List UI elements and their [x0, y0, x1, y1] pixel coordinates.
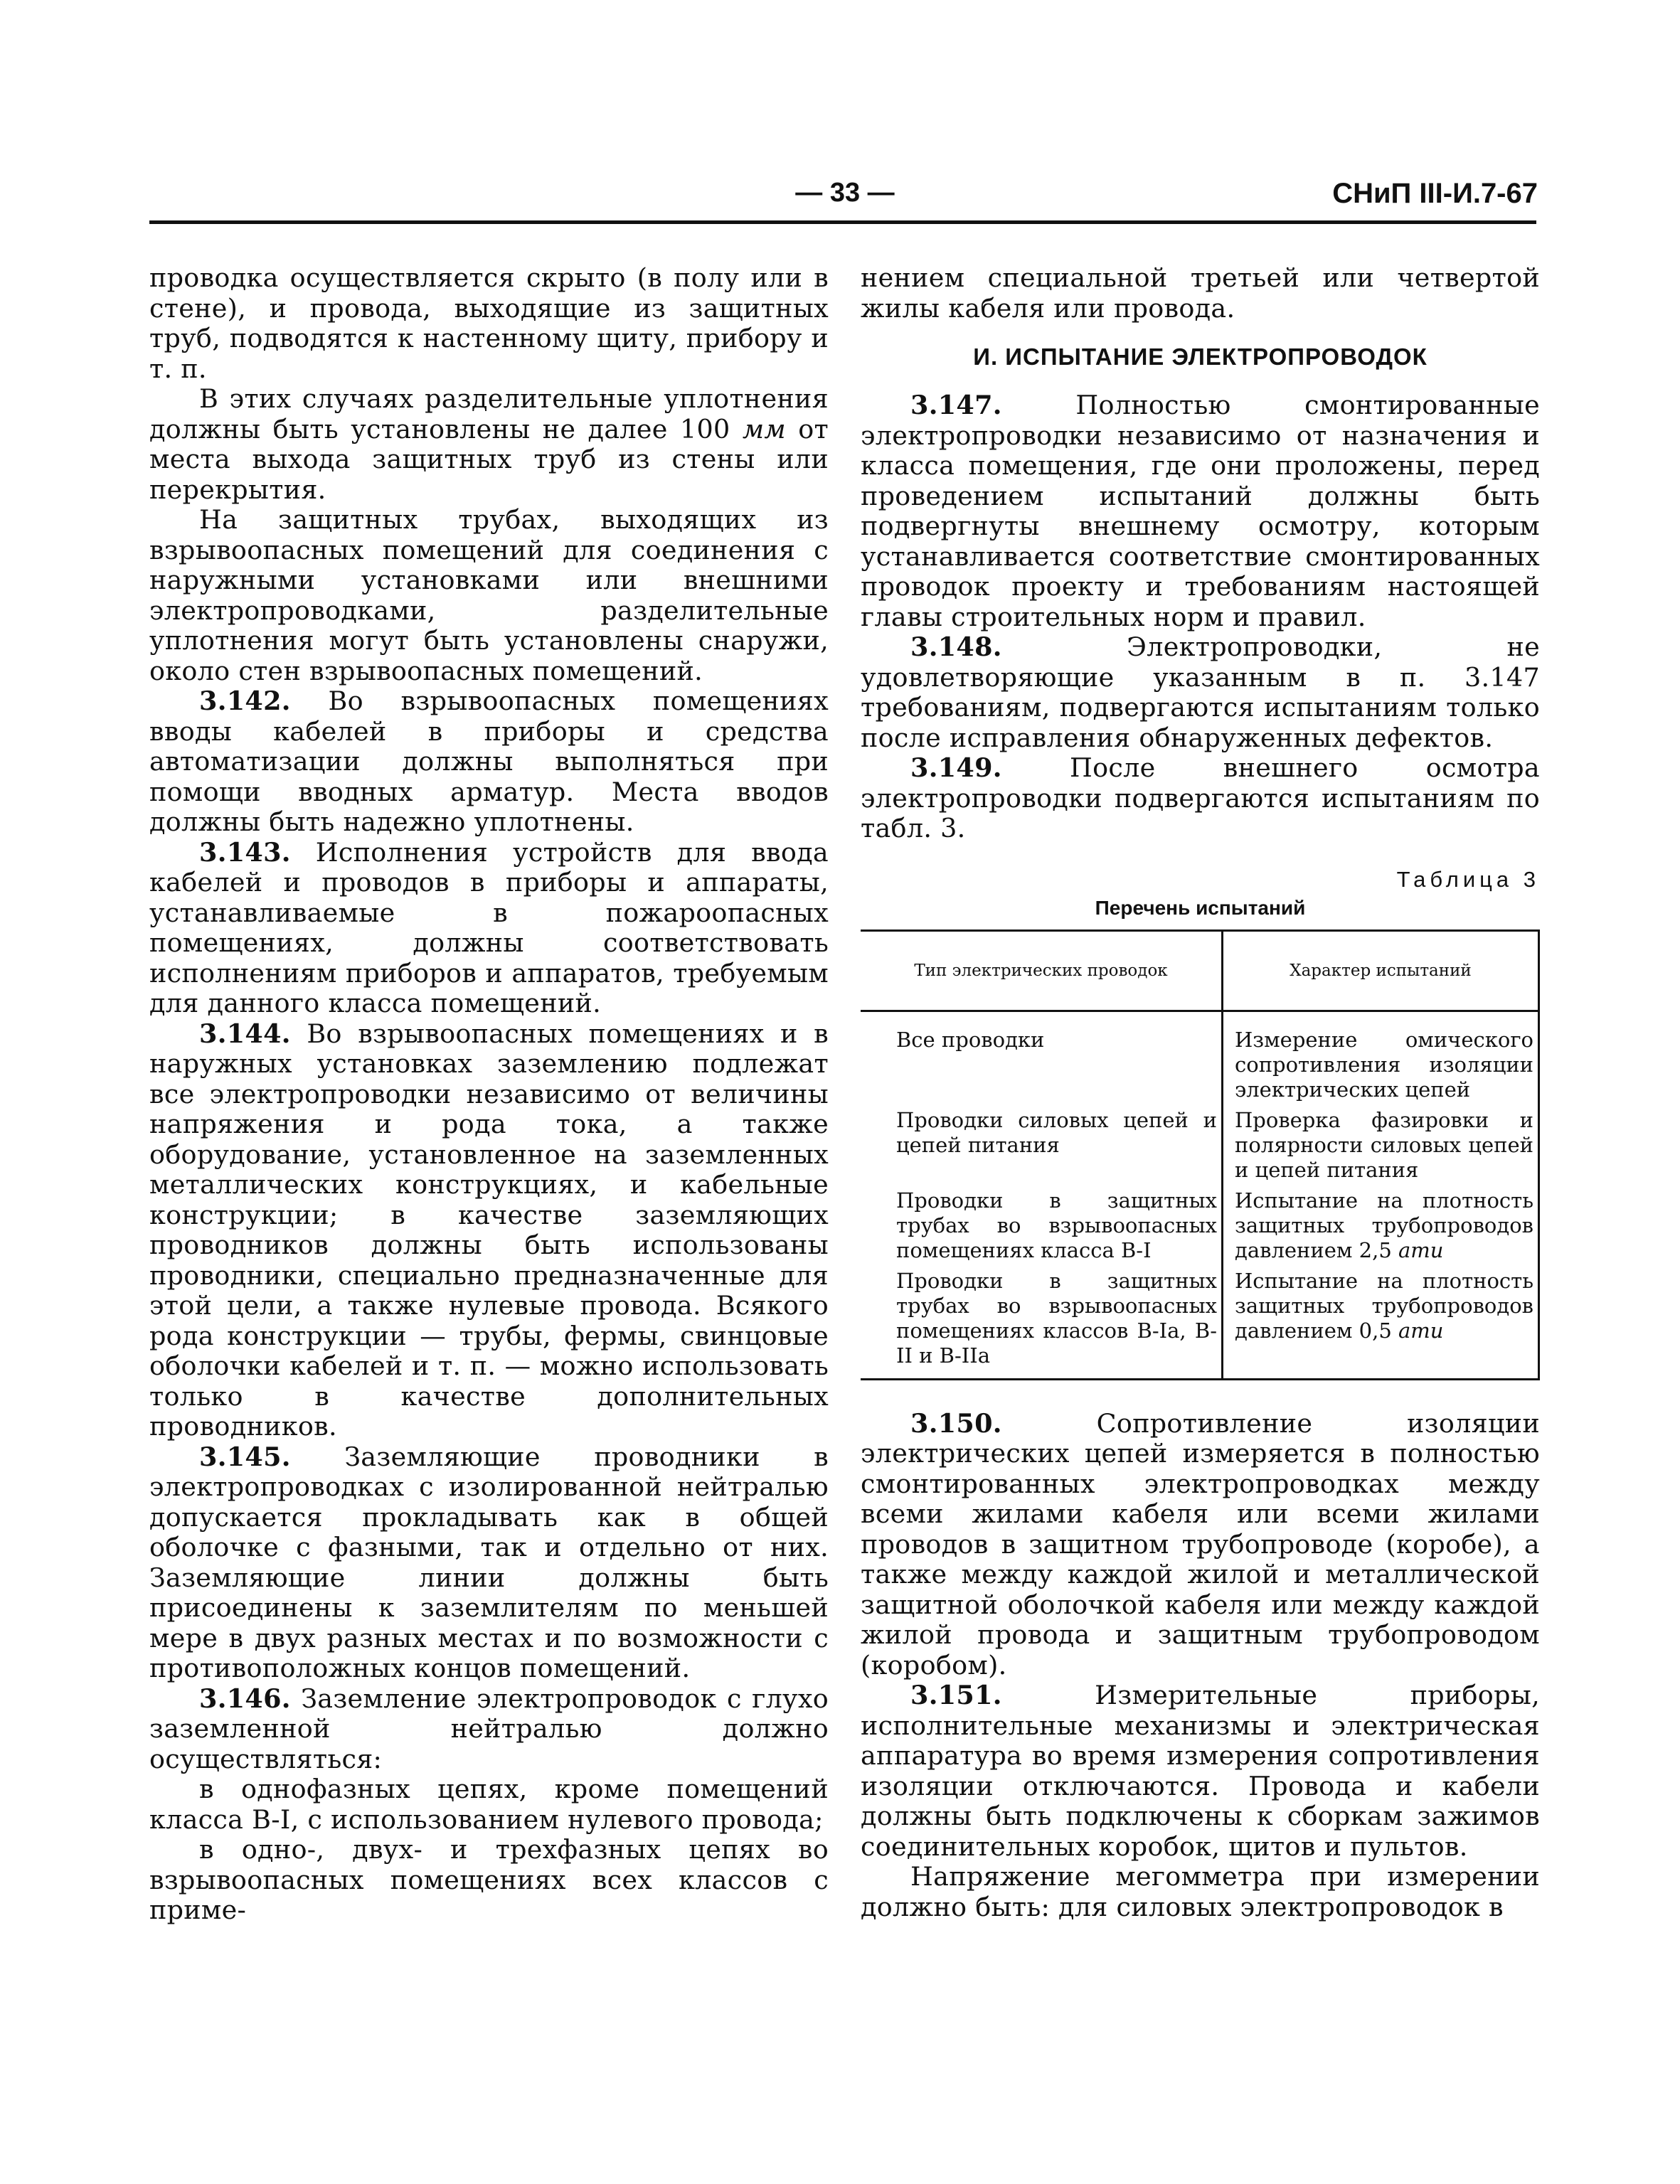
clause-number: 3.149. — [910, 752, 1002, 783]
paragraph-text: Электропроводки, не удовлетворяющие указанным в п. 3.147 требованиям, подвергаются испытаниям только после исправления обнаруженных дефектов. — [861, 632, 1541, 753]
page-number: — 33 — — [795, 178, 895, 208]
wiring-type-cell: Все проводки — [861, 1011, 1223, 1108]
table-row — [861, 1011, 1539, 1108]
clause-number: 3.146. — [199, 1683, 291, 1714]
left-paragraphs — [149, 263, 829, 1926]
clause-paragraph — [149, 1442, 829, 1684]
paragraph-text: Заземление электропроводок с глухо заземленной нейтралью должно осуществляться: — [149, 1683, 829, 1774]
document-code: СНиП III-И.7-67 — [1332, 178, 1538, 209]
clause-number: 3.147. — [910, 390, 1002, 420]
paragraph-text: в однофазных цепях, кроме помещений класса В-I, с использованием нулевого провода; — [149, 1774, 829, 1835]
paragraph-text: Во взрывоопасных помещениях и в наружных установках заземлению подлежат все электропроводки независимо от величины напряжения и рода тока, а также оборудование, установленное на заземленных металлических конструкциях, и кабельные конструкции; в качестве заземляющих проводников должны быть использованы проводники, специально предназначенные для этой цели, а также нулевые провода. Всякого рода конструкции — трубы, фермы, свинцовые оболочки кабелей и т. п. — можно использовать только в качестве дополнительных проводников. — [149, 1018, 829, 1442]
clause-number: 3.144. — [199, 1018, 291, 1049]
paragraph — [149, 1774, 829, 1835]
right-top-paragraphs — [861, 263, 1540, 324]
paragraph — [861, 1862, 1540, 1922]
right-bottom-paragraphs — [861, 1409, 1540, 1923]
paragraph-text: нением специальной третьей или четвертой жилы кабеля или провода. — [861, 262, 1540, 324]
table-row — [861, 1108, 1539, 1188]
paragraph — [149, 1835, 829, 1926]
clause-paragraph — [149, 686, 829, 838]
paragraph-text: Измерительные приборы, исполнительные механизмы и электрическая аппаратура во время измерения сопротивления изоляции отключаются. Провода и кабели должны быть подключены к сборкам зажимов соединительных коробок, щитов и пультов. — [861, 1680, 1540, 1862]
clause-paragraph — [149, 1019, 829, 1442]
clause-number: 3.142. — [199, 686, 291, 716]
left-column — [149, 263, 829, 1926]
clause-paragraph — [149, 1684, 829, 1775]
test-type-cell: Испытание на плотность защитных трубопроводов давлением 2,5 ати — [1223, 1188, 1539, 1269]
clause-number: 3.148. — [910, 632, 1002, 662]
paragraph-text: На защитных трубах, выходящих из взрывоопасных помещений для соединения с наружными установками или внешними электропроводками, разделительные уплотнения могут быть установлены снаружи, около стен взрывоопасных помещений. — [149, 504, 829, 686]
paragraph — [149, 263, 829, 384]
paragraph-text: в одно-, двух- и трехфазных цепях во взрывоопасных помещениях всех классов с приме- — [149, 1834, 829, 1925]
table-title: Перечень испытаний — [1095, 896, 1306, 919]
test-type-cell: Испытание на плотность защитных трубопроводов давлением 0,5 ати — [1223, 1269, 1539, 1380]
paragraph-text: Полностью смонтированные электропроводки независимо от назначения и класса помещения, где они проложены, перед проведением испытаний должны быть подвергнуты внешнему осмотру, которым устанавливается соответствие смонтированных проводок проекту и требованиям настоящей главы строительных норм и правил. — [861, 390, 1540, 632]
wiring-type-cell: Проводки в защитных трубах во взрывоопасных помещениях класса В-I — [861, 1188, 1223, 1269]
test-type-cell: Измерение омического сопротивления изоляции электрических цепей — [1223, 1011, 1539, 1108]
paragraph-text: Исполнения устройств для ввода кабелей и проводов в приборы и аппараты, устанавливаемые в пожароопасных помещениях, должны соответствовать исполнениям приборов и аппаратов, требуемым для данного класса помещений. — [149, 836, 829, 1018]
clause-number: 3.151. — [910, 1680, 1002, 1710]
clause-paragraph — [861, 753, 1540, 844]
spacer — [861, 1380, 1540, 1409]
paragraph-text: Во взрывоопасных помещениях вводы кабелей в приборы и средства автоматизации должны выполняться при помощи вводных арматур. Места вводов должны быть надежно уплотнены. — [149, 686, 829, 837]
section-title: И. ИСПЫТАНИЕ ЭЛЕКТРОПРОВОДОК — [973, 343, 1428, 370]
paragraph — [149, 384, 829, 505]
wiring-type-cell: Проводки в защитных трубах во взрывоопасных помещениях классов В-Iа, В-II и В-IIа — [861, 1269, 1223, 1380]
paragraph-text: В этих случаях разделительные уплотнения должны быть установлены не далее 100 мм от места выхода защитных труб из стены или перекрытия. — [149, 383, 829, 505]
table-row — [861, 1269, 1539, 1380]
paragraph-text: проводка осуществляется скрыто (в полу или в стене), и провода, выходящие из защитных труб, подводятся к настенному щиту, прибору и т. п. — [149, 262, 829, 384]
clause-number: 3.145. — [199, 1441, 291, 1472]
clause-number: 3.150. — [910, 1407, 1002, 1439]
table-label: Таблица 3 — [1396, 866, 1540, 892]
clause-paragraph — [861, 1409, 1540, 1681]
paragraph-text: После внешнего осмотра электропроводки подвергаются испытаниям по табл. 3. — [861, 752, 1540, 843]
tests-table — [861, 929, 1540, 1380]
wiring-type-cell: Проводки силовых цепей и цепей питания — [861, 1108, 1223, 1188]
table-row — [861, 1188, 1539, 1269]
paragraph-text: Заземляющие проводники в электропроводках с изолированной нейтралью допускается прокладывать как в общей оболочке с фазными, так и отдельно от них. Заземляющие линии должны быть присоединены к заземлителям по меньшей мере в двух разных местах и по возможности с противоположных концов помещений. — [149, 1441, 829, 1683]
clause-paragraph — [149, 838, 829, 1019]
header-divider — [149, 220, 1536, 224]
paragraph-text: Сопротивление изоляции электрических цепей измеряется в полностью смонтированных электропроводках между всеми жилами кабеля или всеми жилами проводов в защитном трубопроводе (коробе), а также между каждой жилой и металлической защитной оболочкой кабеля или между каждой жилой провода и защитным трубопроводом (коробом). — [861, 1407, 1540, 1680]
paragraph — [149, 505, 829, 686]
paragraph-text: Напряжение мегомметра при измерении должно быть: для силовых электропроводок в — [861, 1861, 1540, 1922]
table-body — [861, 1011, 1539, 1379]
table-header-cell: Характер испытаний — [1223, 930, 1539, 1011]
table-header-cell: Тип электрических проводок — [861, 930, 1223, 1011]
right-column — [861, 263, 1540, 1922]
table-header-row — [861, 930, 1539, 1011]
clause-paragraph — [861, 1680, 1540, 1862]
paragraph — [861, 263, 1540, 324]
clause-number: 3.143. — [199, 836, 291, 868]
clause-paragraph — [861, 632, 1540, 753]
test-type-cell: Проверка фазировки и полярности силовых цепей и цепей питания — [1223, 1108, 1539, 1188]
clause-paragraph — [861, 390, 1540, 632]
right-mid-paragraphs — [861, 390, 1540, 844]
